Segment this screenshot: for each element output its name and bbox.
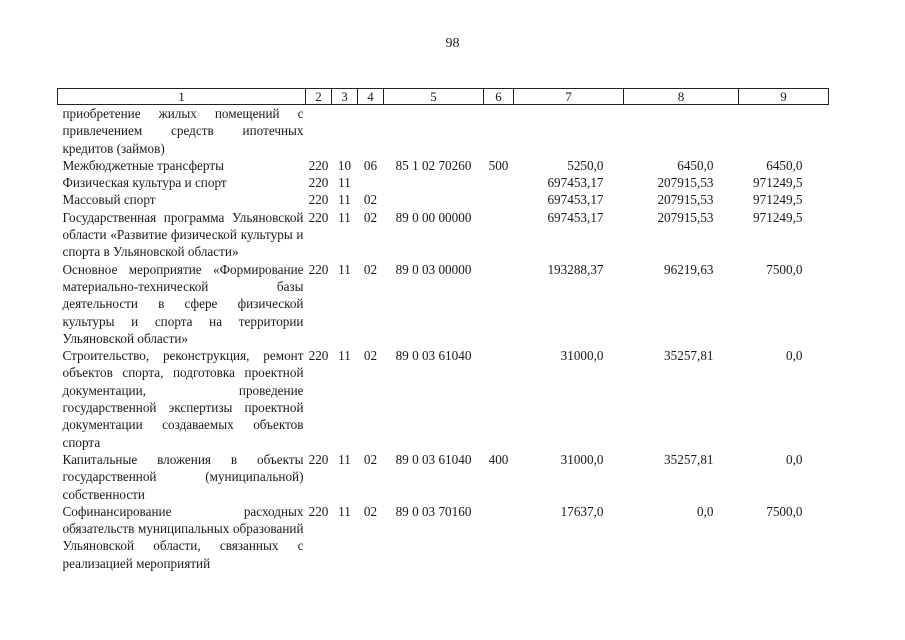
row-amount-col-7: 31000,0 [560,451,604,467]
row-amount-col-7: 697453,17 [547,209,604,225]
row-amount-col-7 [514,105,624,157]
row-name: Физическая культура и спорт [62,175,227,191]
row-target-article: 89 0 03 70160 [395,503,472,519]
row-ministry-code: 220 [308,192,329,208]
row-ministry-code: 220 [308,348,329,364]
table-row [58,105,829,157]
table-row [58,503,829,572]
row-ministry-code: 220 [308,451,329,467]
row-target-article [384,105,484,157]
header-col-2: 2 [306,89,332,105]
row-target-article [384,191,484,208]
row-name: Массовый спорт [62,192,156,208]
row-subsection-code [358,174,384,191]
row-target-article: 89 0 03 61040 [395,451,472,467]
row-amount-col-9 [739,105,829,157]
page-number: 98 [445,36,460,51]
row-name: Софинансирование расходных обязательств муниципальных образований Ульяновской области, связанных с реализацией мероприятий [62,503,304,571]
row-section-code: 11 [338,503,351,519]
row-amount-col-9: 0,0 [786,451,803,467]
row-ministry-code: 220 [308,209,329,225]
table-row [58,191,829,208]
row-amount-col-8: 0,0 [697,503,714,519]
row-expense-type: 400 [488,451,509,467]
row-amount-col-8: 207915,53 [657,175,714,191]
row-target-article: 89 0 03 61040 [395,348,472,364]
row-section-code: 10 [337,157,352,173]
row-amount-col-9: 971249,5 [753,175,803,191]
header-col-9: 9 [739,89,829,105]
row-subsection-code: 02 [363,451,378,467]
header-col-6: 6 [484,89,514,105]
row-subsection-code: 02 [363,192,378,208]
row-target-article: 89 0 03 00000 [395,261,472,277]
row-amount-col-8: 207915,53 [657,192,714,208]
row-subsection-code [358,105,384,157]
row-amount-col-8: 35257,81 [664,348,714,364]
row-expense-type [484,261,514,347]
row-ministry-code: 220 [308,503,329,519]
row-section-code [332,105,358,157]
row-expense-type [484,347,514,451]
row-subsection-code: 02 [363,503,378,519]
row-section-code: 11 [338,261,351,277]
table-row [58,347,829,451]
row-amount-col-7: 193288,37 [547,261,604,277]
row-name: Государственная программа Ульяновской области «Развитие физической культуры и спорта в Ульяновской области» [62,209,304,260]
row-amount-col-8: 6450,0 [677,157,714,173]
row-name: Капитальные вложения в объекты государственной (муниципальной) собственности [62,451,304,502]
header-col-7: 7 [514,89,624,105]
row-amount-col-8: 35257,81 [664,451,714,467]
row-amount-col-9: 971249,5 [753,209,803,225]
table-body [58,105,829,573]
budget-table [57,88,829,572]
row-expense-type [484,503,514,572]
row-subsection-code: 02 [363,348,378,364]
row-ministry-code: 220 [308,175,329,191]
row-amount-col-7: 697453,17 [547,175,604,191]
table-row [58,261,829,347]
row-subsection-code: 02 [363,261,378,277]
row-ministry-code [306,105,332,157]
row-expense-type [484,105,514,157]
row-expense-type [484,191,514,208]
row-amount-col-9: 0,0 [786,348,803,364]
row-name: Основное мероприятие «Формирование материально-технической базы деятельности в сфере физической культуры и спорта на территории Ульяновской области» [62,261,304,346]
table-header [58,89,829,105]
row-amount-col-8 [624,105,739,157]
row-section-code: 11 [338,209,351,225]
row-amount-col-7: 17637,0 [560,503,604,519]
row-amount-col-7: 31000,0 [560,348,604,364]
header-col-1: 1 [58,89,306,105]
row-section-code: 11 [338,451,351,467]
row-section-code: 11 [338,175,351,191]
header-col-8: 8 [624,89,739,105]
table-row [58,209,829,261]
row-target-article: 85 1 02 70260 [395,157,472,173]
row-amount-col-9: 7500,0 [766,503,803,519]
row-ministry-code: 220 [308,261,329,277]
table-row [58,157,829,174]
header-col-4: 4 [358,89,384,105]
row-amount-col-9: 6450,0 [766,157,803,173]
row-subsection-code: 02 [363,209,378,225]
row-amount-col-8: 96219,63 [664,261,714,277]
row-expense-type [484,209,514,261]
row-section-code: 11 [338,192,351,208]
row-amount-col-7: 5250,0 [567,157,604,173]
row-expense-type: 500 [488,157,509,173]
header-col-5: 5 [384,89,484,105]
row-amount-col-7: 697453,17 [547,192,604,208]
row-amount-col-8: 207915,53 [657,209,714,225]
header-col-3: 3 [332,89,358,105]
row-name: Межбюджетные трансферты [62,157,224,173]
row-name: Строительство, реконструкция, ремонт объектов спорта, подготовка проектной документации, проведение государственной экспертизы проектной документации создаваемых объектов спорта [62,348,304,450]
row-expense-type [484,174,514,191]
row-ministry-code: 220 [308,157,329,173]
row-subsection-code: 06 [363,157,378,173]
row-amount-col-9: 971249,5 [753,192,803,208]
table-row [58,451,829,503]
row-amount-col-9: 7500,0 [766,261,803,277]
row-target-article: 89 0 00 00000 [395,209,472,225]
row-name: приобретение жилых помещений с привлечением средств ипотечных кредитов (займов) [62,106,304,156]
row-target-article [384,174,484,191]
table-row [58,174,829,191]
row-section-code: 11 [338,348,351,364]
